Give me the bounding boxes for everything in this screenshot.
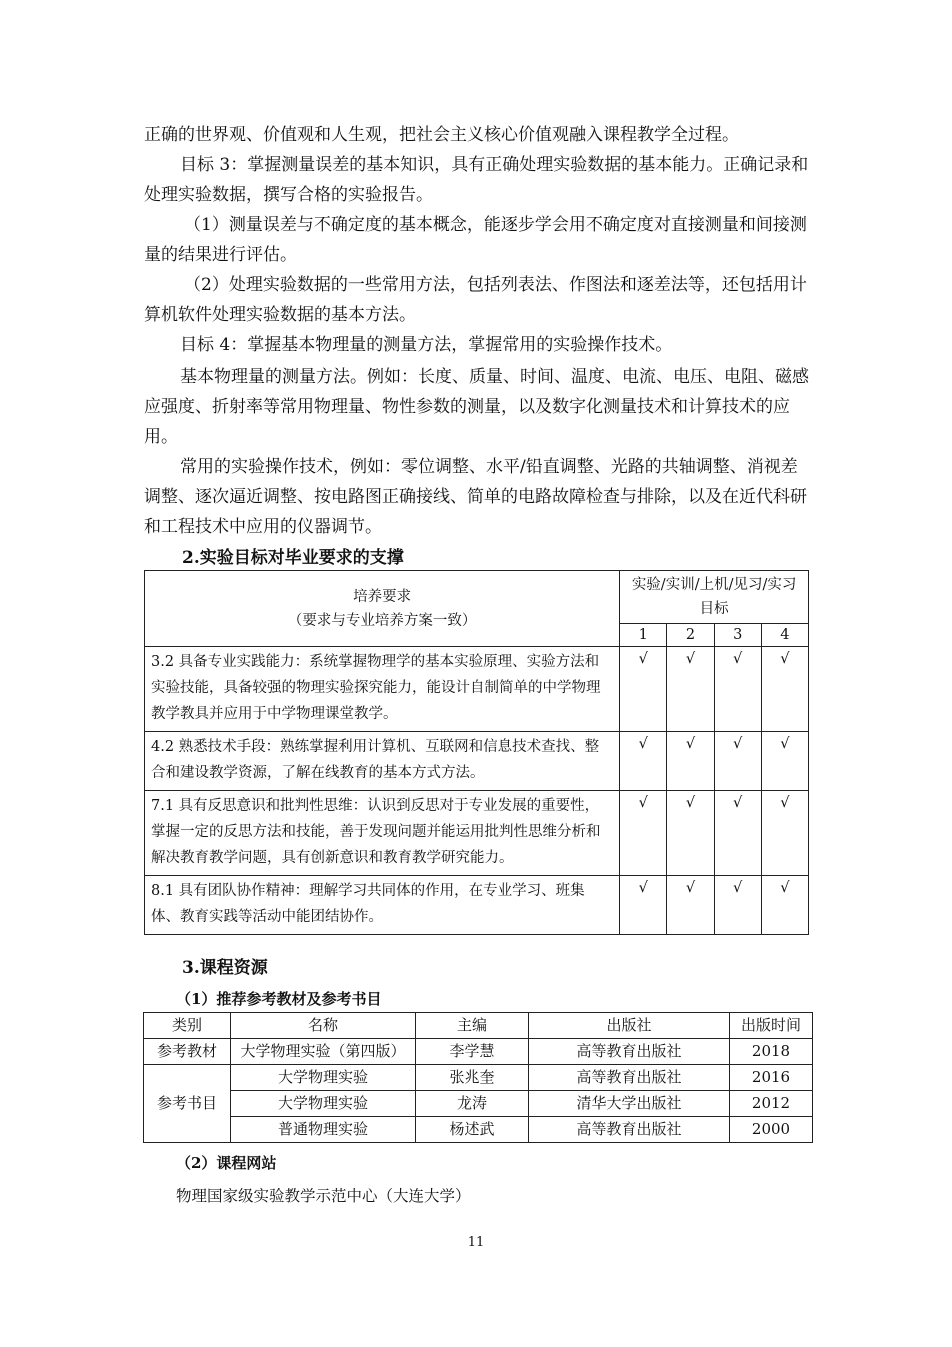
requirement-text: 4.2 熟悉技术手段：熟练掌握利用计算机、互联网和信息技术查找、整合和建设教学资源，了解在线教育的基本方式方法。 — [145, 732, 620, 791]
book-year: 2000 — [730, 1117, 813, 1143]
col-header-category: 类别 — [144, 1013, 231, 1039]
check-mark: √ — [714, 791, 761, 876]
requirements-support-table — [144, 570, 809, 935]
header-goals: 实验/实训/上机/见习/实习目标 — [620, 571, 809, 624]
requirement-text: 3.2 具备专业实践能力：系统掌握物理学的基本实验原理、实验方法和实验技能，具备较强的物理实验探究能力，能设计自制简单的中学物理教学教具并应用于中学物理课堂教学。 — [145, 647, 620, 732]
category-cell: 参考教材 — [144, 1039, 231, 1065]
header-requirement-title: 培养要求 — [353, 588, 412, 605]
book-name: 大学物理实验 — [231, 1065, 416, 1091]
check-mark: √ — [761, 732, 808, 791]
page-number: 11 — [467, 1235, 485, 1250]
check-mark: √ — [620, 791, 667, 876]
check-mark: √ — [667, 791, 714, 876]
requirement-text: 8.1 具有团队协作精神：理解学习共同体的作用，在专业学习、班集体、教育实践等活动中能团结协作。 — [145, 876, 620, 935]
book-name: 普通物理实验 — [231, 1117, 416, 1143]
book-year: 2016 — [730, 1065, 813, 1091]
section-2-heading: 2.实验目标对毕业要求的支撑 — [182, 548, 404, 568]
book-name: 大学物理实验（第四版） — [231, 1039, 416, 1065]
table-row — [144, 1065, 813, 1091]
book-editor: 李学慧 — [416, 1039, 529, 1065]
check-mark: √ — [761, 876, 808, 935]
col-header-editor: 主编 — [416, 1013, 529, 1039]
col-header-publisher: 出版社 — [529, 1013, 730, 1039]
table-row — [144, 1091, 813, 1117]
table-row — [144, 1117, 813, 1143]
book-publisher: 高等教育出版社 — [529, 1117, 730, 1143]
category-cell: 参考书目 — [144, 1065, 231, 1143]
book-publisher: 高等教育出版社 — [529, 1065, 730, 1091]
header-requirement — [145, 571, 620, 647]
check-mark: √ — [761, 791, 808, 876]
paragraph-goal-3-item-1: （1）测量误差与不确定度的基本概念，能逐步学会用不确定度对直接测量和间接测量的结果进行评估。 — [144, 215, 807, 265]
book-publisher: 高等教育出版社 — [529, 1039, 730, 1065]
goal-number: 3 — [714, 624, 761, 647]
book-publisher: 清华大学出版社 — [529, 1091, 730, 1117]
check-mark: √ — [667, 732, 714, 791]
check-mark: √ — [620, 876, 667, 935]
book-editor: 龙涛 — [416, 1091, 529, 1117]
reference-books-table — [143, 1012, 813, 1143]
section-3-sub-2: （2）课程网站 — [176, 1154, 277, 1172]
check-mark: √ — [667, 876, 714, 935]
section-3-heading: 3.课程资源 — [182, 958, 268, 978]
col-header-year: 出版时间 — [730, 1013, 813, 1039]
check-mark: √ — [714, 876, 761, 935]
requirement-text: 7.1 具有反思意识和批判性思维：认识到反思对于专业发展的重要性，掌握一定的反思方法和技能，善于发现问题并能运用批判性思维分析和解决教育教学问题，具有创新意识和教育教学研究能力。 — [145, 791, 620, 876]
book-year: 2018 — [730, 1039, 813, 1065]
goal-number: 1 — [620, 624, 667, 647]
col-header-name: 名称 — [231, 1013, 416, 1039]
paragraph-goal-3: 目标 3：掌握测量误差的基本知识，具有正确处理实验数据的基本能力。正确记录和处理实验数据，撰写合格的实验报告。 — [144, 155, 809, 205]
check-mark: √ — [714, 732, 761, 791]
book-editor: 杨述武 — [416, 1117, 529, 1143]
goal-number: 4 — [761, 624, 808, 647]
table-row — [145, 732, 809, 791]
paragraph-goal-3-item-2: （2）处理实验数据的一些常用方法，包括列表法、作图法和逐差法等，还包括用计算机软件处理实验数据的基本方法。 — [144, 275, 807, 325]
table-row — [145, 876, 809, 935]
table-row — [145, 791, 809, 876]
paragraph-goal-4-operation: 常用的实验操作技术，例如：零位调整、水平/铅直调整、光路的共轴调整、消视差调整、逐次逼近调整、按电路图正确接线、简单的电路故障检查与排除，以及在近代科研和工程技术中应用的仪器调节。 — [144, 457, 807, 537]
check-mark: √ — [667, 647, 714, 732]
header-requirement-note: （要求与专业培养方案一致） — [287, 612, 477, 629]
check-mark: √ — [714, 647, 761, 732]
section-3-sub-1: （1）推荐参考教材及参考书目 — [176, 990, 382, 1008]
check-mark: √ — [620, 732, 667, 791]
goal-number: 2 — [667, 624, 714, 647]
check-mark: √ — [761, 647, 808, 732]
book-name: 大学物理实验 — [231, 1091, 416, 1117]
book-editor: 张兆奎 — [416, 1065, 529, 1091]
book-year: 2012 — [730, 1091, 813, 1117]
check-mark: √ — [620, 647, 667, 732]
paragraph-continuation: 正确的世界观、价值观和人生观，把社会主义核心价值观融入课程教学全过程。 — [144, 125, 739, 145]
paragraph-goal-4-measurement: 基本物理量的测量方法。例如：长度、质量、时间、温度、电流、电压、电阻、磁感应强度、折射率等常用物理量、物性参数的测量，以及数字化测量技术和计算技术的应用。 — [144, 367, 809, 447]
paragraph-goal-4: 目标 4：掌握基本物理量的测量方法，掌握常用的实验操作技术。 — [180, 335, 673, 355]
table-row — [145, 647, 809, 732]
table-row — [144, 1039, 813, 1065]
course-website: 物理国家级实验教学示范中心（大连大学） — [176, 1187, 471, 1205]
